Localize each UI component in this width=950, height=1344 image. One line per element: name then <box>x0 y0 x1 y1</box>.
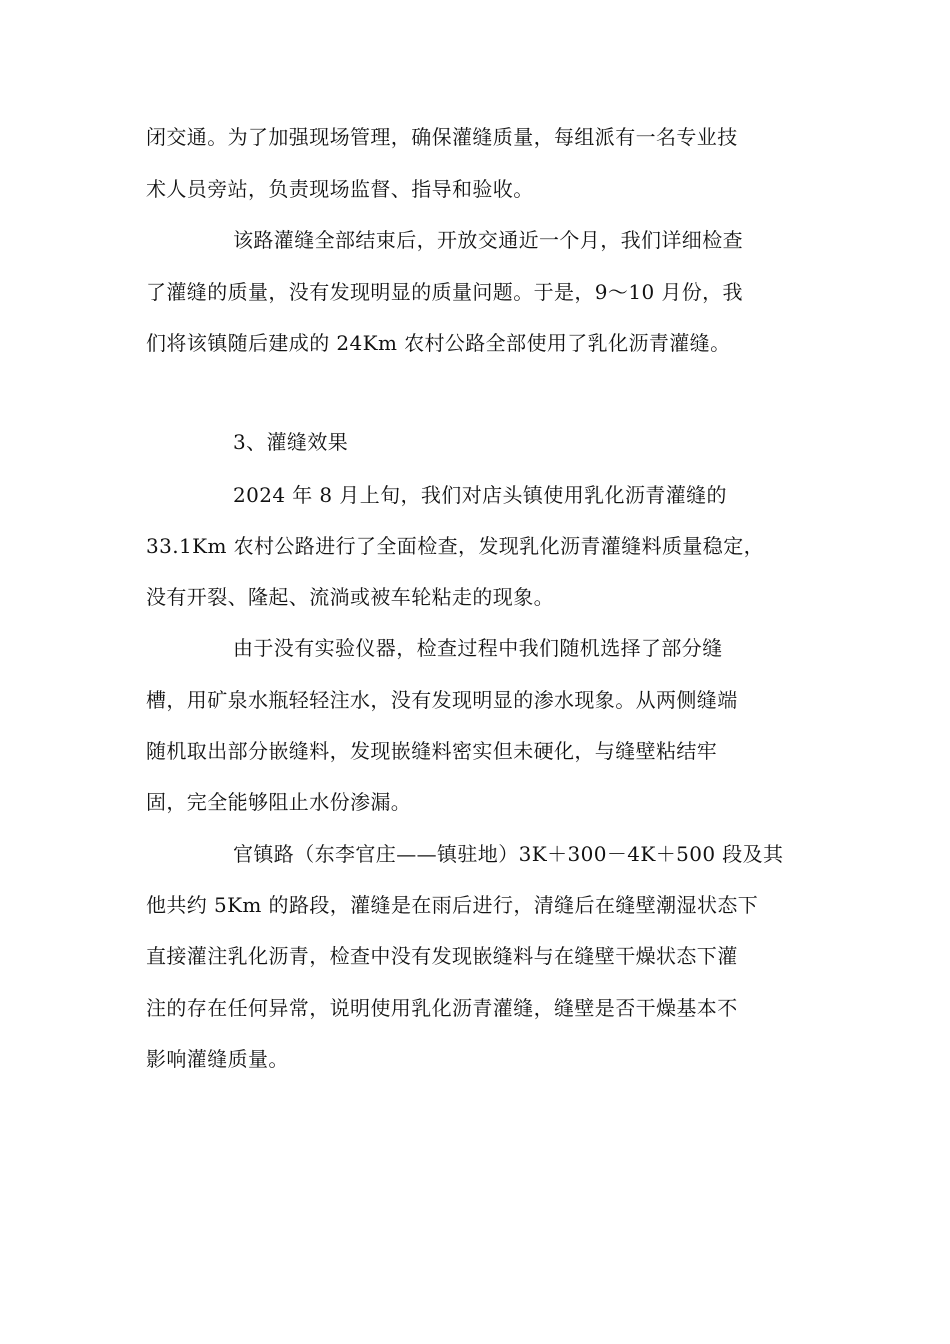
paragraph-line: 他共约 5Km 的路段，灌缝是在雨后进行，清缝后在缝壁潮湿状态下 <box>146 893 759 917</box>
paragraph-line: 了灌缝的质量，没有发现明显的质量问题。于是，9～10 月份，我 <box>146 280 743 304</box>
paragraph-line: 随机取出部分嵌缝料，发现嵌缝料密实但未硬化，与缝壁粘结牢 <box>146 739 718 763</box>
paragraph-line: 们将该镇随后建成的 24Km 农村公路全部使用了乳化沥青灌缝。 <box>146 331 731 355</box>
paragraph-line: 注的存在任何异常，说明使用乳化沥青灌缝，缝壁是否干燥基本不 <box>146 996 738 1020</box>
section-heading: 3、灌缝效果 <box>233 430 349 454</box>
paragraph-line: 闭交通。为了加强现场管理，确保灌缝质量，每组派有一名专业技 <box>146 125 738 149</box>
paragraph-line: 该路灌缝全部结束后，开放交通近一个月，我们详细检查 <box>233 228 743 252</box>
paragraph-line: 直接灌注乳化沥青，检查中没有发现嵌缝料与在缝壁干燥状态下灌 <box>146 944 738 968</box>
paragraph-line: 官镇路（东李官庄——镇驻地）3K＋300－4K＋500 段及其 <box>233 842 784 866</box>
paragraph-line: 术人员旁站，负责现场监督、指导和验收。 <box>146 177 534 201</box>
paragraph-line: 槽，用矿泉水瓶轻轻注水，没有发现明显的渗水现象。从两侧缝端 <box>146 688 738 712</box>
paragraph-line: 影响灌缝质量。 <box>146 1047 289 1071</box>
paragraph-line: 33.1Km 农村公路进行了全面检查，发现乳化沥青灌缝料质量稳定， <box>146 534 764 558</box>
paragraph-line: 固，完全能够阻止水份渗漏。 <box>146 790 412 814</box>
paragraph-line: 没有开裂、隆起、流淌或被车轮粘走的现象。 <box>146 585 554 609</box>
paragraph-line: 由于没有实验仪器，检查过程中我们随机选择了部分缝 <box>233 636 723 660</box>
paragraph-line: 2024 年 8 月上旬，我们对店头镇使用乳化沥青灌缝的 <box>233 483 727 507</box>
